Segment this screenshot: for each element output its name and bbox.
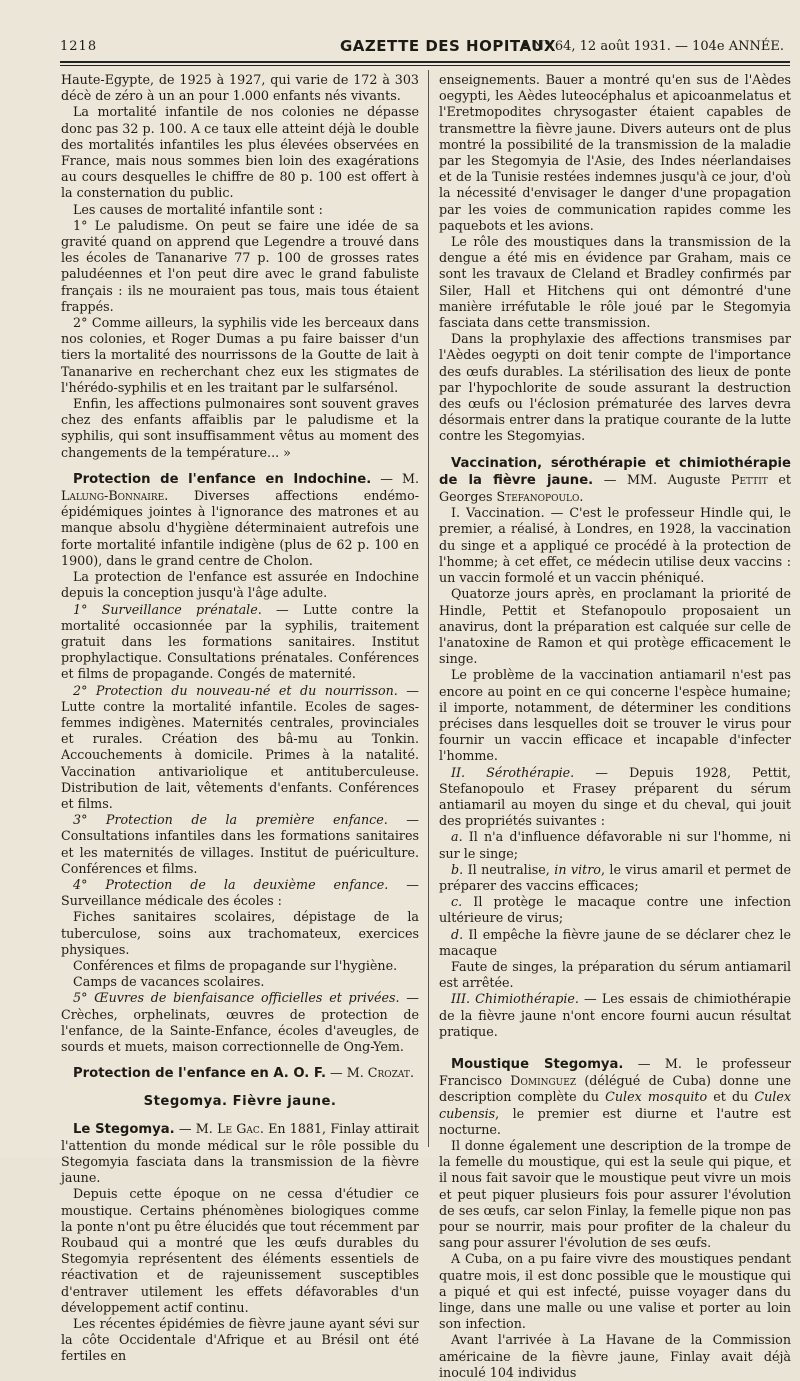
article-vaccination: Vaccination, sérothérapie et chimiothérapie de la fièvre jaune. — MM. Auguste Pettit et Georges Stefanopoulo. <box>439 455 791 505</box>
author-name: Pettit <box>730 471 768 487</box>
paragraph: Conférences et films de propagande sur l'hygiène. <box>73 957 398 973</box>
list-item: d. Il empêche la fièvre jaune de se déclarer chez le macaque <box>439 926 791 958</box>
page-number: 1218 <box>60 39 98 54</box>
paragraph: Avant l'arrivée à La Havane de la Commission américaine de la fièvre jaune, Finlay avait déjà inoculé 104 individus <box>439 1332 791 1380</box>
paragraph: III. Chimiothérapie. — Les essais de chimiothérapie de la fièvre jaune n'ont encore fourni aucun résultat pratique. <box>439 991 791 1039</box>
paragraph: Camps de vacances scolaires. <box>73 974 265 990</box>
author-name: Le Gac <box>217 1120 260 1136</box>
list-item: 1° Surveillance prénatale. — Lutte contre la mortalité occasionnée par la syphilis, traitement gratuit dans les formations sanitaires. Institut prophylactique. Consultations prénatales. Conférences et films de propagande. Congés de maternité. <box>61 601 419 682</box>
list-item: 4° Protection de la deuxième enfance. — Surveillance médicale des écoles : <box>61 876 419 909</box>
article-stegomya: Le Stegomya. — M. Le Gac. En 1881, Finlay attirait l'attention du monde médical sur le rôle possible du Stegomyia fasciata dans la transmission de la fièvre jaune. <box>61 1120 419 1186</box>
paragraph: Il donne également une description de la trompe de la femelle du moustique, qui est la seule qui pique, et il nous fait savoir que le moustique peut vivre un mois et peut piquer plusieurs fois pour assurer l'évolution de ses œufs, car selon Finlay, la femelle pique non pas pour se nourrir, mais pour profiter de la chaleur du sang pour assurer l'évolution de ses œufs. <box>439 1138 791 1251</box>
journal-title: GAZETTE DES HOPITAUX <box>340 37 556 55</box>
paragraph: 1° Le paludisme. On peut se faire une idée de sa gravité quand on apprend que Legendre a trouvé dans les écoles de Tananarive 77 p. 100 de grosses rates paludéennes et l'on peut dire avec le grand fabuliste français : ils ne mouraient pas tous, mais tous étaient frappés. <box>61 217 419 314</box>
paragraph: Faute de singes, la préparation du sérum antiamaril est arrêtée. <box>439 958 791 991</box>
author-name: Dominguez <box>510 1073 577 1089</box>
article-moustique: Moustique Stegomya. — M. le professeur Francisco Dominguez (délégué de Cuba) donne une description complète du Culex mosquito et du Culex cubensis, le premier est diurne et l'autre est nocturne. <box>439 1055 792 1137</box>
paragraph: Fiches sanitaires scolaires, dépistage de la tuberculose, soins aux trachomateux, exercices physiques. <box>61 909 419 957</box>
list-item: b. Il neutralise, in vitro, le virus amaril et permet de préparer des vaccins efficaces; <box>439 861 791 893</box>
paragraph: enseignements. Bauer a montré qu'en sus de l'Aèdes oegypti, les Aèdes luteocéphalus et apicoanmelatus et l'Eretmopodites chrysogaster étaient capables de transmettre la fièvre jaune. Divers auteurs ont de plus montré la possibilité de la transmission de la maladie par les Stegomyia de l'Asie, des Indes néerlandaises et de la Tunisie restées indemnes jusqu'à ce jour, d'où la nécessité d'envisager le danger d'une propagation par les voies de communication rapides comme les paquebots et les avions. <box>439 72 791 233</box>
header-rule-thin <box>60 65 790 66</box>
left-column <box>61 72 419 1365</box>
issue-info: • N° 64, 12 août 1931. — 104e ANNÉE. <box>521 39 784 54</box>
article-title: Le Stegomya. <box>73 1121 175 1137</box>
paragraph: Haute-Egypte, de 1925 à 1927, qui varie de 172 à 303 décè de zéro à un an pour 1.000 enfants nés vivants. <box>61 72 419 104</box>
paragraph: 2° Comme ailleurs, la syphilis vide les berceaux dans nos colonies, et Roger Dumas a pu faire baisser d'un tiers la mortalité des nourrissons de la Goutte de lait à Tananarive en recherchant chez eux les stigmates de l'hérédo-syphilis et en les traitant par le sulfarsénol. <box>61 315 419 395</box>
author-name: Crozat <box>367 1065 410 1081</box>
paragraph: Le rôle des moustiques dans la transmission de la dengue a été mis en évidence par Graham, mais ce sont les travaux de Cleland et Bradley confirmés par Siler, Hall et Hitchens qui ont démontré d'une manière irréfutable le rôle joué par le Stegomyia fasciata dans cette transmission. <box>439 234 791 331</box>
section-heading: Stegomya. Fièvre jaune. <box>143 1094 337 1110</box>
paragraph: Les récentes épidémies de fièvre jaune ayant sévi sur la côte Occidentale d'Afrique et au Brésil ont été fertiles en <box>61 1316 419 1364</box>
paragraph: Depuis cette époque on ne cessa d'étudier ce moustique. Certains phénomènes biologiques comme la ponte n'ont pu être élucidés que tout récemment par Roubaud qui a montré que les œufs durables du Stegomyia représentent des éléments essentiels de réactivation et de rajeunissement susceptibles d'entraver utilement les effets défavorables d'un développement actif continu. <box>61 1186 419 1315</box>
paragraph: II. Sérothérapie. — Depuis 1928, Pettit, Stefanopoulo et Frasey préparent du sérum antiamaril au moyen du singe et du cheval, qui jouit des propriétés suivantes : <box>439 764 791 829</box>
author-name: Stefanopoulo <box>496 489 580 505</box>
paragraph: Dans la prophylaxie des affections transmises par l'Aèdes oegypti on doit tenir compte de l'importance des œufs durables. La stérilisation des lieux de ponte par l'hypochlorite de soude assurant la destruction des œufs ou l'éclosion prématurée des larves devra désormais entrer dans la pratique courante de la lutte contre les Stegomyias. <box>439 331 791 444</box>
list-item: 5° Œuvres de bienfaisance officielles et privées. — Crèches, orphelinats, œuvres de protection de l'enfance, de la Sainte-Enfance, écoles d'aveugles, de sourds et muets, maison correctionnelle de Ong-Yem. <box>61 990 419 1054</box>
article-title: Protection de l'enfance en Indochine. <box>73 471 372 487</box>
list-item: a. Il n'a d'influence défavorable ni sur l'homme, ni sur le singe; <box>439 829 791 861</box>
right-column <box>439 72 791 1381</box>
page-header <box>60 34 794 56</box>
article-aof: Protection de l'enfance en A. O. F. — M. Crozat. <box>73 1065 414 1082</box>
article-indochine: Protection de l'enfance en Indochine. — M. Lalung-Bonnaire. Diverses affections endémo-épidémiques jointes à l'ignorance des matrones et au manque absolu d'hygiène déterminaient autrefois une forte mortalité infantile indigène (plus de 62 p. 100 en 1900), dans le grand centre de Cholon. <box>61 470 420 568</box>
paragraph: Enfin, les affections pulmonaires sont souvent graves chez des enfants affaiblis par le paludisme et la syphilis, qui sont insuffisamment vêtus au moment des changements de la température... » <box>61 396 419 460</box>
article-title: Moustique Stegomya. <box>451 1056 624 1072</box>
list-item: c. Il protège le macaque contre une infection ultérieure de virus; <box>439 894 791 926</box>
header-rule <box>60 61 790 63</box>
paragraph: La protection de l'enfance est assurée en Indochine depuis la conception jusqu'à l'âge adulte. <box>61 569 419 601</box>
author-name: Lalung-Bonnaire <box>61 488 165 504</box>
paragraph: La mortalité infantile de nos colonies ne dépasse donc pas 32 p. 100. A ce taux elle atteint déjà le double des mortalités infantiles les plus élevées observées en France, mais nous sommes bien loin des exagérations au cours desquelles le chiffre de 80 p. 100 est offert à la consternation du public. <box>61 104 419 201</box>
paragraph: Quatorze jours après, en proclamant la priorité de Hindle, Pettit et Stefanopoulo proposaient un anavirus, dont la préparation est calquée sur celle de l'anatoxine de Ramon et qui protège efficacement le singe. <box>439 586 791 667</box>
paragraph: I. Vaccination. — C'est le professeur Hindle qui, le premier, a réalisé, à Londres, en 1928, la vaccination du singe et a appliqué ce procédé à la protection de l'homme; à cet effet, ce médecin utilise deux vaccins : un vaccin formolé et un vaccin phéniqué. <box>439 505 791 586</box>
paragraph: A Cuba, on a pu faire vivre des moustiques pendant quatre mois, il est donc possible que le moustique qui a piqué et qui est infecté, puisse voyager dans du linge, dans une malle ou une valise et porter au loin son infection. <box>439 1251 791 1332</box>
article-title: Vaccination, sérothérapie et chimiothérapie de la fièvre jaune. <box>439 455 791 488</box>
article-title: Protection de l'enfance en A. O. F. <box>73 1066 326 1082</box>
column-divider <box>428 70 429 1147</box>
list-item: 3° Protection de la première enfance. — Consultations infantiles dans les formations sanitaires et les maternités de villages. Institut de puériculture. Conférences et films. <box>61 812 419 876</box>
list-item: 2° Protection du nouveau-né et du nourrisson. — Lutte contre la mortalité infantile. Ecoles de sages-femmes indigènes. Maternités centrales, provinciales et rurales. Création des bâ-mu au Tonkin. Accouchements à domicile. Primes à la natalité. Vaccination antivariolique et antituberculeuse. Distribution de lait, vêtements d'enfants. Conférences et films. <box>61 682 419 811</box>
paragraph: Le problème de la vaccination antiamaril n'est pas encore au point en ce qui concerne l'espèce humaine; il importe, notamment, de déterminer les conditions précises dans lesquelles doit se trouver le virus pour fournir un vaccin efficace et incapable d'infecter l'homme. <box>439 667 791 764</box>
paragraph: Les causes de mortalité infantile sont : <box>73 201 323 217</box>
